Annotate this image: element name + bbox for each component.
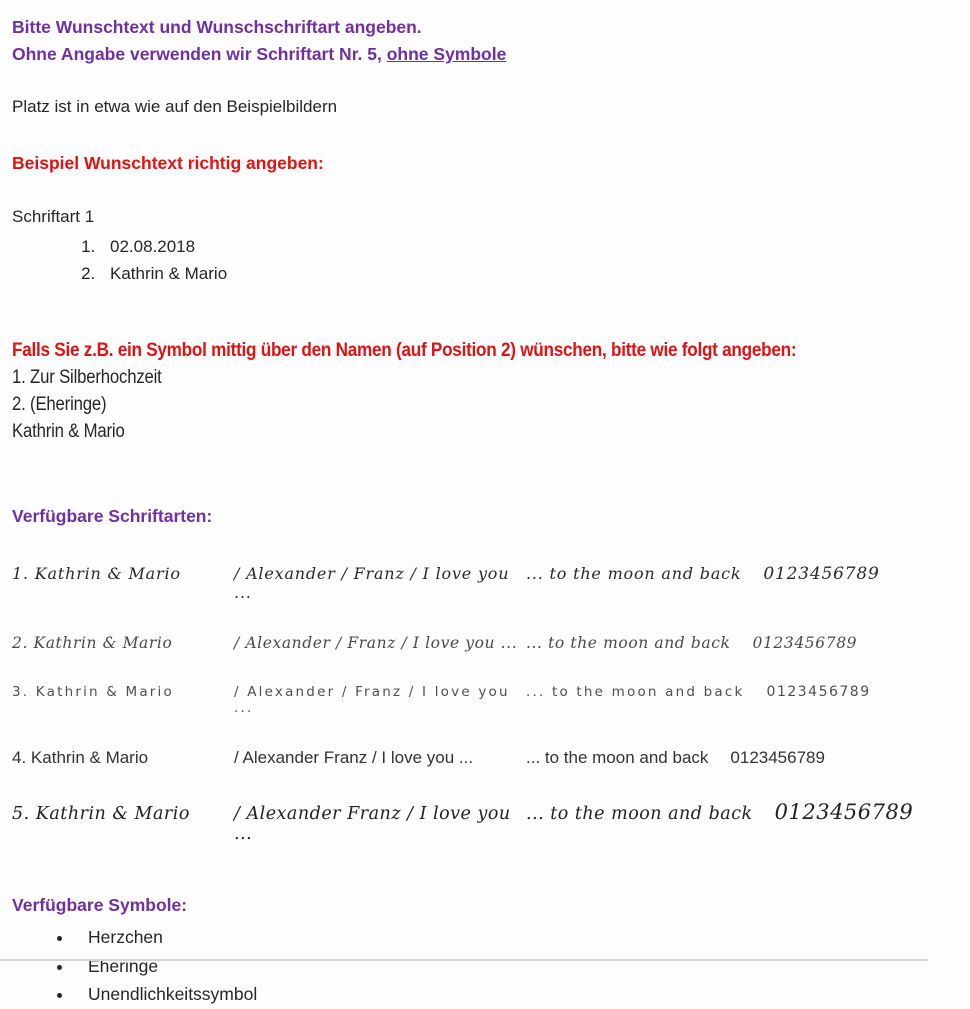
example-heading: Beispiel Wunschtext richtig angeben: xyxy=(12,153,324,173)
font-sample-name xyxy=(12,564,234,583)
example-font-label: Schriftart 1 xyxy=(12,207,95,226)
fonts-heading: Verfügbare Schriftarten: xyxy=(12,506,213,526)
intro-line2-prefix: Ohne Angabe verwenden wir Schriftart Nr. 5, xyxy=(12,44,387,64)
example-list-item: 1. 02.08.2018 xyxy=(100,233,956,260)
intro-heading xyxy=(12,14,956,68)
font-sample-row-1 xyxy=(12,564,956,602)
font-sample-middle: / Alexander / Franz / I love you ... xyxy=(234,564,510,602)
font-sample-row-3 xyxy=(12,684,956,716)
font-sample-moon xyxy=(526,684,956,700)
font-sample-middle: / Alexander Franz / I love you ... xyxy=(234,748,474,767)
font-sample-name xyxy=(12,684,234,700)
example-list-item: 2. Kathrin & Mario xyxy=(100,260,956,287)
symbol-example-heading: Falls Sie z.B. ein Symbol mittig über den Namen (auf Position 2) wünschen, bitte wie folgt angeben: xyxy=(12,339,797,361)
font-sample-number: 5. xyxy=(12,804,30,824)
font-sample-moon-text: ... to the moon and back xyxy=(526,564,742,583)
symbols-list-item: • Eheringe xyxy=(74,952,956,981)
font-sample-moon-text: ... to the moon and back xyxy=(526,748,709,767)
space-note: Platz ist in etwa wie auf den Beispielbildern xyxy=(12,97,338,116)
example-list xyxy=(12,233,956,287)
symbols-list-item: • Herzchen xyxy=(74,923,956,952)
font-sample-moon xyxy=(526,634,956,652)
font-sample-digits: 0123456789 xyxy=(766,684,871,700)
symbol-example-line: Kathrin & Mario xyxy=(12,421,125,442)
intro-line2-underlined: ohne Symbole xyxy=(386,44,507,64)
font-sample-number: 2. xyxy=(12,634,28,652)
symbols-list-item: • Unendlichkeitssymbol xyxy=(74,980,956,1009)
font-sample-moon xyxy=(526,748,956,768)
font-sample-names: Kathrin & Mario xyxy=(35,804,190,824)
font-sample-number: 4. xyxy=(12,748,27,767)
font-sample-number: 3. xyxy=(12,684,30,700)
font-sample-moon-text: ... to the moon and back xyxy=(526,804,753,824)
symbol-example-block xyxy=(12,337,843,445)
font-sample-digits: 0123456789 xyxy=(763,564,880,584)
font-sample-name xyxy=(12,634,234,652)
font-sample-name xyxy=(12,748,234,768)
font-sample-digits: 0123456789 xyxy=(730,748,825,767)
font-sample-number: 1. xyxy=(12,564,29,583)
font-sample-moon-text: ... to the moon and back xyxy=(526,684,745,700)
font-sample-middle: / Alexander / Franz / I love you ... xyxy=(234,684,510,716)
font-sample-row-2 xyxy=(12,634,956,652)
font-sample-middle: / Alexander / Franz / I love you ... xyxy=(234,634,518,652)
font-sample-moon xyxy=(526,564,956,584)
font-sample-digits: 0123456789 xyxy=(774,800,914,824)
font-sample-names: Kathrin & Mario xyxy=(34,564,181,583)
intro-line1: Bitte Wunschtext und Wunschschriftart angeben. xyxy=(12,17,422,37)
font-sample-name xyxy=(12,804,234,824)
font-sample-names: Kathrin & Mario xyxy=(30,748,149,767)
font-sample-names: Kathrin & Mario xyxy=(33,634,173,652)
font-sample-digits: 0123456789 xyxy=(752,634,858,652)
font-sample-rows xyxy=(12,564,956,844)
font-sample-row-4 xyxy=(12,748,956,768)
font-sample-row-5 xyxy=(12,800,956,844)
font-sample-moon-text: ... to the moon and back xyxy=(526,634,731,652)
font-sample-names: Kathrin & Mario xyxy=(35,684,174,700)
bottom-divider xyxy=(0,959,928,961)
font-sample-moon xyxy=(526,800,956,824)
symbol-example-line: 1. Zur Silberhochzeit xyxy=(12,367,162,388)
symbols-list xyxy=(12,923,956,1009)
symbols-heading: Verfügbare Symbole: xyxy=(12,895,188,915)
symbol-example-line: 2. (Eheringe) xyxy=(12,394,107,415)
font-sample-middle: / Alexander Franz / I love you ... xyxy=(234,804,511,844)
